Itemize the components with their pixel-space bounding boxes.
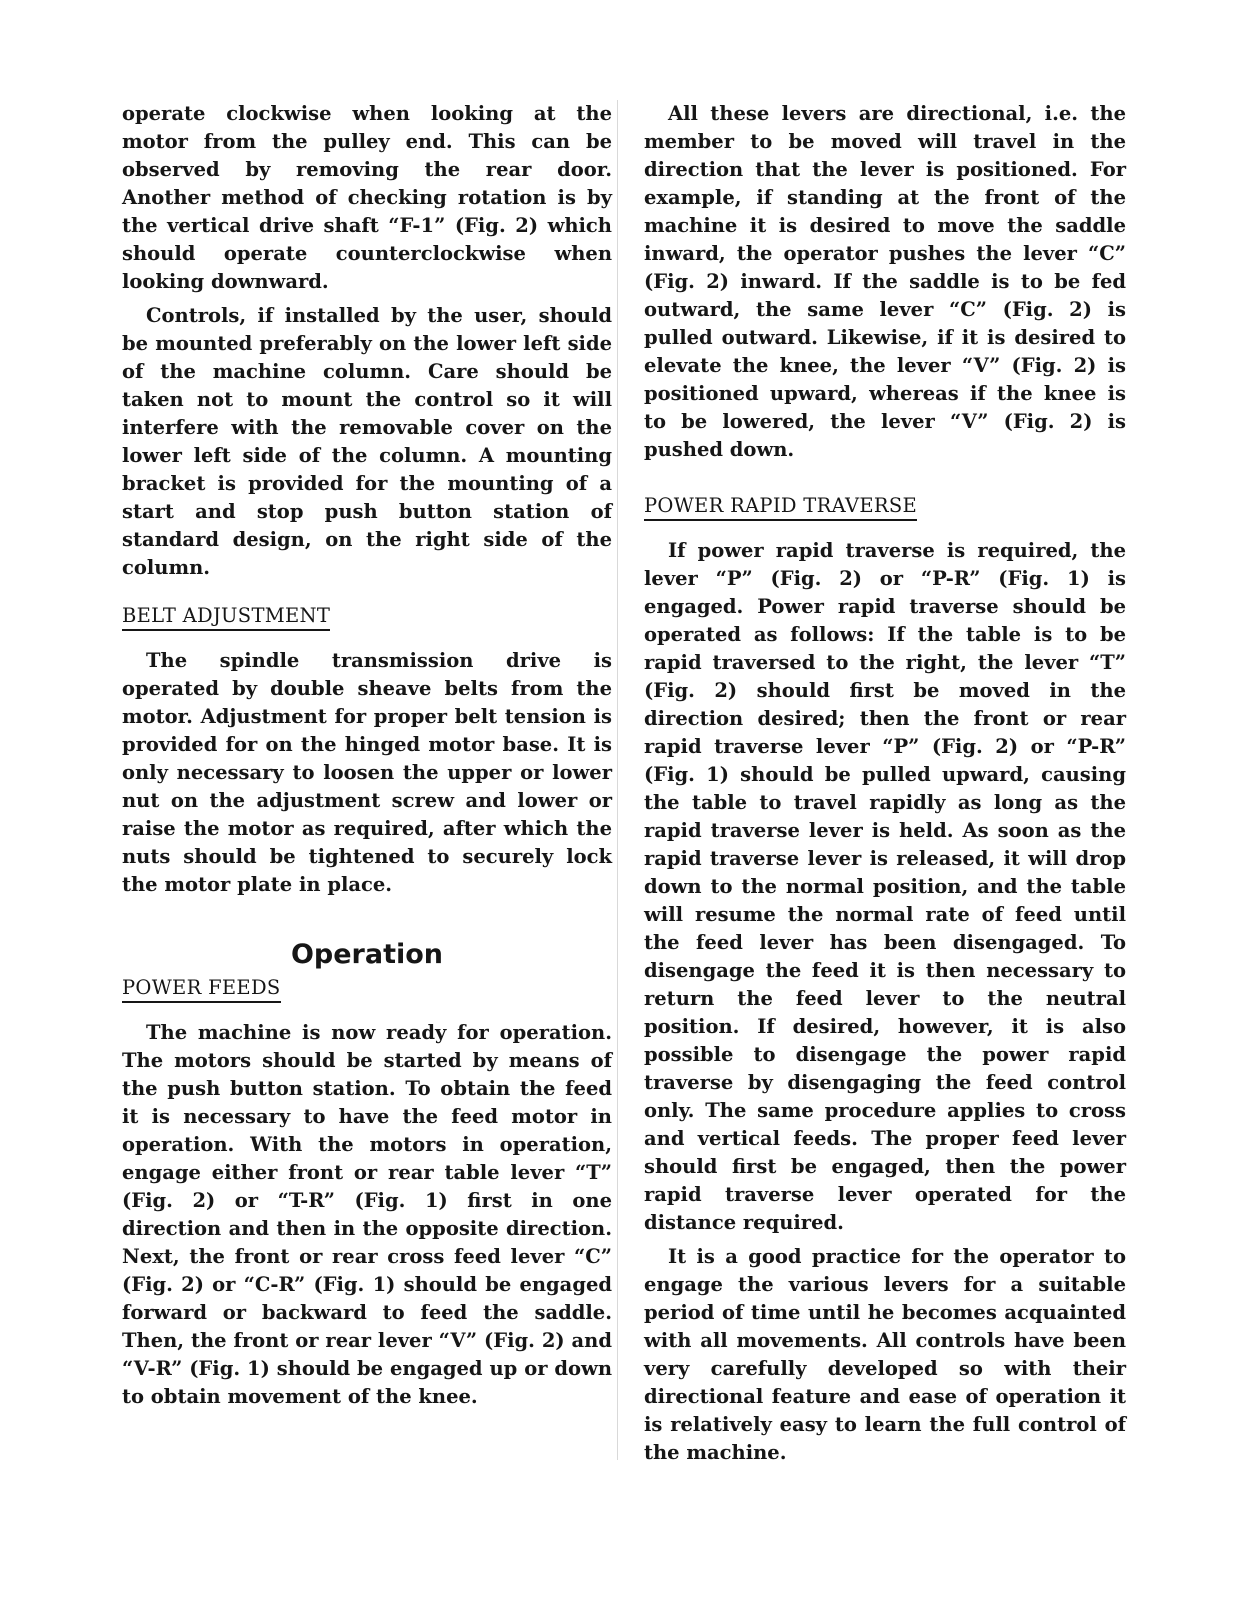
belt-adjustment-heading: BELT ADJUSTMENT (122, 604, 330, 631)
power-feeds-heading-wrap (122, 976, 612, 1003)
paragraph-controls: Controls, if installed by the user, should be mounted preferably on the lower left side of the machine column. Care should be taken not to mount the control so it will interfere with the removable cover on the lower left side of the column. A mounting bracket is provided for the mounting of a start and stop push button station of standard design, on the right side of the column. (122, 304, 612, 579)
paragraph-power-feeds: The machine is now ready for operation. The motors should be started by means of the push button station. To obtain the feed it is necessary to have the feed motor in operation. With the motors in operation, engage either front or rear table lever “T” (Fig. 2) or “T-R” (Fig. 1) first in one direction and then in the opposite direction. Next, the front or rear cross feed lever “C” (Fig. 2) or “C-R” (Fig. 1) should be engaged forward or backward to feed the saddle. Then, the front or rear lever “V” (Fig. 2) and “V-R” (Fig. 1) should be engaged up or down to obtain movement of the knee. (122, 1021, 612, 1408)
right-column (644, 100, 1126, 1467)
paragraph-belt-adjustment: The spindle transmission drive is operated by double sheave belts from the motor. Adjustment for proper belt tension is provided for on the hinged motor base. It is only necessary to loosen the upper or lower nut on the adjustment screw and lower or raise the motor as required, after which the nuts should be tightened to securely lock the motor plate in place. (122, 649, 612, 896)
paragraph-good-practice: It is a good practice for the operator to engage the various levers for a suitable period of time until he becomes acquainted with all movements. All controls have been very carefully developed so with their directional feature and ease of operation it is relatively easy to learn the full control of the machine. (644, 1245, 1126, 1464)
left-column (122, 100, 612, 1411)
belt-adjustment-heading-wrap (122, 604, 612, 631)
column-divider (617, 100, 618, 1460)
rapid-traverse-heading: POWER RAPID TRAVERSE (644, 494, 917, 521)
paragraph-motor-rotation: operate clockwise when looking at the motor from the pulley end. This can be observed by removing the rear door. Another method of checking rotation is by the vertical drive shaft “F-1” (Fig. 2) which should operate counterclockwise when looking downward. (122, 102, 612, 293)
paragraph-directional-levers: All these levers are directional, i.e. the member to be moved will travel in the direction that the lever is positioned. For example, if standing at the front of the machine it is desired to move the saddle inward, the operator pushes the lever “C” (Fig. 2) inward. If the saddle is to be fed outward, the same lever “C” (Fig. 2) is pulled outward. Likewise, if it is desired to elevate the knee, the lever “V” (Fig. 2) is positioned upward, whereas if the knee is to be lowered, the lever “V” (Fig. 2) is pushed down. (644, 102, 1126, 461)
power-feeds-heading: POWER FEEDS (122, 976, 281, 1003)
operation-title: Operation (290, 939, 444, 970)
rapid-traverse-heading-wrap (644, 494, 1126, 521)
paragraph-rapid-traverse: If power rapid traverse is required, the lever “P” (Fig. 2) or “P-R” (Fig. 1) is engaged. Power rapid traverse should be operated as follows: If the table is to be rapid traversed to the right, the lever “T” (Fig. 2) should first be moved in the direction desired; then the front or rear rapid traverse lever “P” (Fig. 2) or “P-R” (Fig. 1) should be pulled upward, causing the table to travel rapidly as long as the rapid traverse lever is held. As soon as the rapid traverse lever is released, it will drop down to the normal position, and the table will resume the normal rate of feed until the feed lever has been disengaged. To disengage the feed it is then necessary to return the feed lever to the neutral position. If desired, however, it is also possible to disengage the power rapid traverse by disengaging the feed control only. The same procedure applies to cross and vertical feeds. The proper feed lever should first be engaged, then the power rapid traverse lever operated for the distance required. (644, 539, 1126, 1234)
